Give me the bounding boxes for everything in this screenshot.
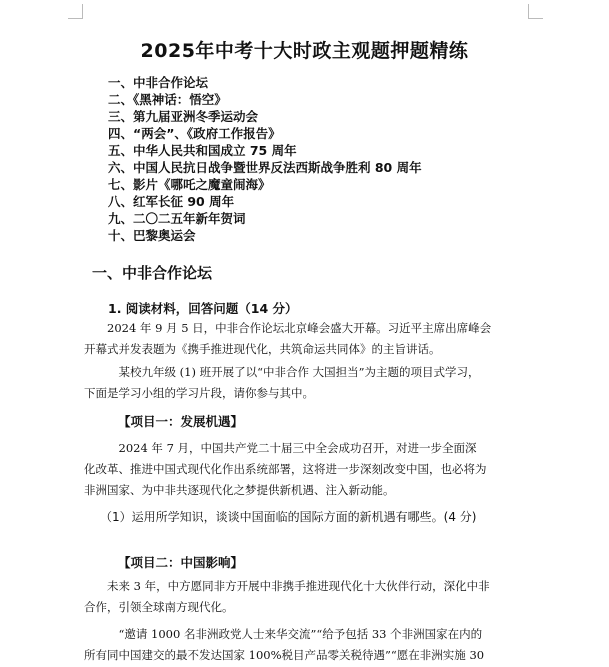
paragraph-line: “邀请 1000 名非洲政党人士来华交流”“给予包括 33 个非洲国家在内的 bbox=[84, 627, 483, 641]
class-paragraph bbox=[84, 362, 524, 404]
toc-item: 五、中华人民共和国成立 75 周年 bbox=[108, 143, 297, 158]
paragraph-line: 非洲国家、为中非共逐现代化之梦提供新机遇、注入新动能。 bbox=[84, 483, 395, 497]
paragraph-line: 下面是学习小组的学习片段，请你参与其中。 bbox=[84, 386, 314, 400]
sub-question: （1）运用所学知识，谈谈中国面临的国际方面的新机遇有哪些。(4 分) bbox=[100, 510, 477, 524]
toc-item: 十、巴黎奥运会 bbox=[108, 228, 196, 243]
project-two-label: 【项目二：中国影响】 bbox=[118, 555, 244, 570]
paragraph-line: 合作，引领全球南方现代化。 bbox=[84, 600, 234, 614]
project-one-paragraph bbox=[84, 438, 524, 501]
section-heading: 一、中非合作论坛 bbox=[92, 264, 213, 282]
project-two-paragraph bbox=[84, 576, 524, 618]
crop-mark-top-right bbox=[528, 4, 543, 19]
crop-mark-top-left bbox=[68, 4, 83, 19]
paragraph-line: 某校九年级 (1) 班开展了以“中非合作 大国担当”为主题的项目式学习， bbox=[84, 365, 480, 379]
document-title: 2025年中考十大时政主观题押题精练 bbox=[140, 40, 469, 62]
paragraph-line: 2024 年 7 月，中国共产党二十届三中全会成功召开，对进一步全面深 bbox=[84, 441, 477, 455]
table-of-contents bbox=[108, 74, 422, 244]
paragraph-line: 2024 年 9 月 5 日，中非合作论坛北京峰会盛大开幕。习近平主席出席峰会 bbox=[84, 321, 492, 335]
toc-item: 七、影片《哪吒之魔童闹海》 bbox=[108, 177, 271, 192]
toc-item: 三、第九届亚洲冬季运动会 bbox=[108, 109, 259, 124]
paragraph-line: 未来 3 年，中方愿同非方开展中非携手推进现代化十大伙伴行动，深化中非 bbox=[84, 579, 490, 593]
intro-paragraph bbox=[84, 318, 524, 360]
quote-paragraph bbox=[84, 624, 524, 666]
toc-item: 一、中非合作论坛 bbox=[108, 75, 209, 90]
toc-item: 八、红军长征 90 周年 bbox=[108, 194, 235, 209]
question-heading: 1. 阅读材料，回答问题（14 分） bbox=[108, 301, 298, 316]
toc-item: 四、“两会”、《政府工作报告》 bbox=[108, 126, 281, 141]
toc-item: 六、中国人民抗日战争暨世界反法西斯战争胜利 80 周年 bbox=[108, 160, 422, 175]
paragraph-line: 所有同中国建交的最不发达国家 100%税目产品零关税待遇”“愿在非洲实施 30 bbox=[84, 648, 485, 662]
paragraph-line: 化改革、推进中国式现代化作出系统部署，这将进一步深刻改变中国，也必将为 bbox=[84, 462, 487, 476]
toc-item: 九、二〇二五年新年贺词 bbox=[108, 211, 246, 226]
project-one-label: 【项目一：发展机遇】 bbox=[118, 414, 244, 429]
paragraph-line: 开幕式并发表题为《携手推进现代化，共筑命运共同体》的主旨讲话。 bbox=[84, 342, 441, 356]
toc-item: 二、《黑神话：悟空》 bbox=[108, 92, 227, 107]
